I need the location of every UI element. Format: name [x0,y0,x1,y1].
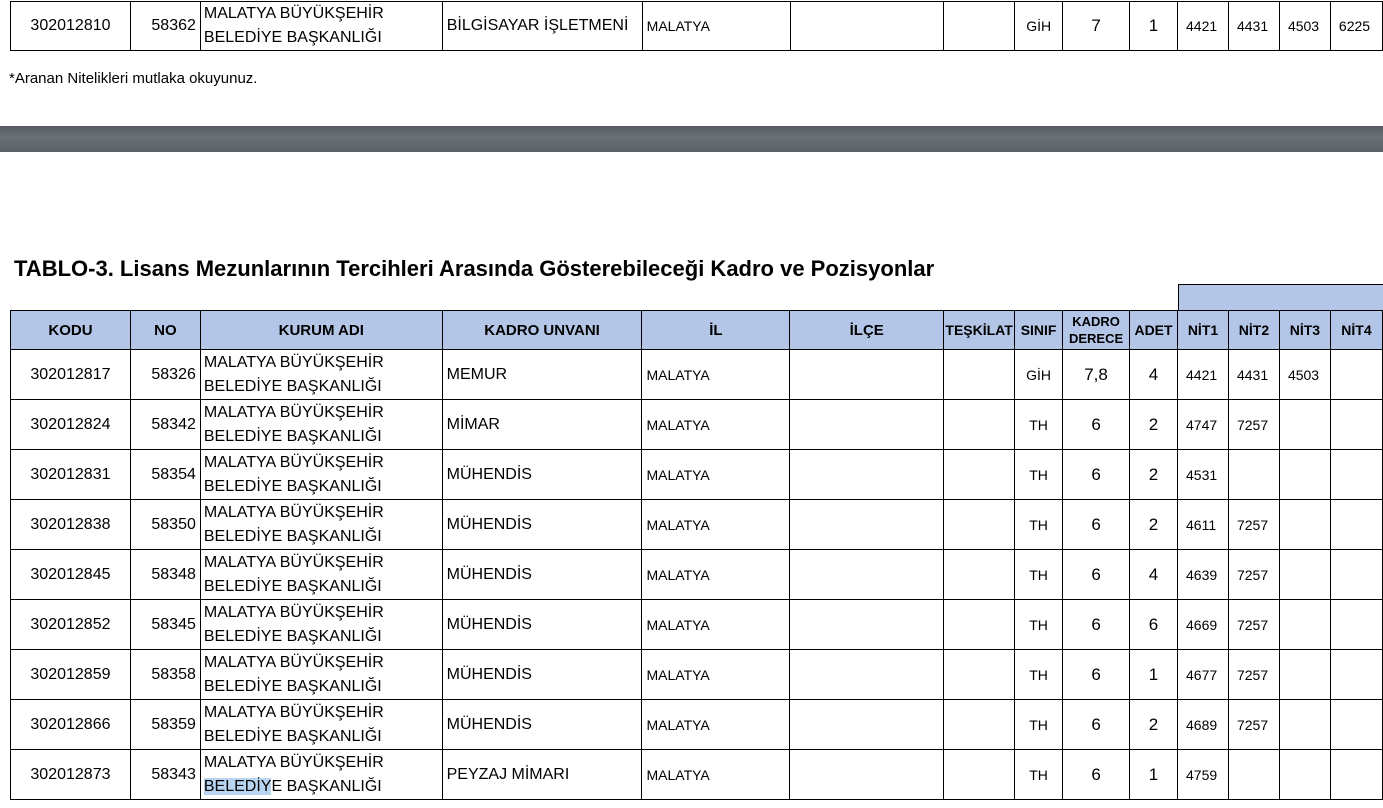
nit1-cell: 4421 [1178,350,1229,400]
teskilat-cell [944,2,1015,51]
ilce-cell [790,600,944,650]
nit4-cell [1330,500,1382,550]
adet-cell: 1 [1130,750,1178,800]
kurum-cell: MALATYA BÜYÜKŞEHİR BELEDİYE BAŞKANLIĞI [200,2,442,51]
kodu-cell: 302012831 [11,450,131,500]
teskilat-cell [944,400,1015,450]
ilce-cell [790,350,944,400]
nit2-cell [1228,750,1279,800]
il-cell: MALATYA [642,700,790,750]
nit2-cell: 7257 [1228,400,1279,450]
il-cell: MALATYA [642,550,790,600]
kadro-cell: PEYZAJ MİMARI [442,750,642,800]
kadro-cell: MÜHENDİS [442,500,642,550]
kodu-cell: 302012852 [11,600,131,650]
kadro-cell: MEMUR [442,350,642,400]
kurum-cell: MALATYA BÜYÜKŞEHİR BELEDİYE BAŞKANLIĞI [200,550,442,600]
nit1-cell: 4611 [1178,500,1229,550]
col-header-kadro: KADRO UNVANI [442,311,642,350]
col-header-derece: KADRO DERECE [1063,311,1130,350]
ilce-cell [790,450,944,500]
table-row [11,350,1383,400]
kadro-cell: MÜHENDİS [442,450,642,500]
adet-cell: 6 [1130,600,1178,650]
ilce-cell [790,750,944,800]
derece-cell: 6 [1063,600,1130,650]
nit4-cell [1330,600,1382,650]
nit2-cell: 4431 [1228,2,1279,51]
no-cell: 58326 [130,350,200,400]
nit2-cell: 7257 [1228,500,1279,550]
ilce-cell [790,700,944,750]
col-header-nit3: NİT3 [1279,311,1330,350]
col-header-ilce: İLÇE [790,311,944,350]
col-header-no: NO [130,311,200,350]
adet-cell: 2 [1130,700,1178,750]
derece-cell: 6 [1063,750,1130,800]
teskilat-cell [944,550,1015,600]
kurum-cell: MALATYA BÜYÜKŞEHİR BELEDİYE BAŞKANLIĞI [200,650,442,700]
sinif-cell: TH [1015,450,1063,500]
sinif-cell: TH [1015,600,1063,650]
table-title: TABLO-3. Lisans Mezunlarının Tercihleri Arasında Gösterebileceği Kadro ve Pozisyonlar [14,256,935,281]
kodu-cell: 302012866 [11,700,131,750]
derece-cell: 6 [1063,700,1130,750]
adet-cell: 2 [1130,400,1178,450]
table-row [11,750,1383,800]
kadro-cell: MÜHENDİS [442,700,642,750]
ilce-cell [790,400,944,450]
nit3-cell [1279,400,1330,450]
teskilat-cell [944,600,1015,650]
kodu-cell: 302012810 [11,2,131,51]
teskilat-cell [944,350,1015,400]
ilce-cell [790,650,944,700]
nit3-cell [1279,550,1330,600]
table-row [11,600,1383,650]
nit1-cell: 4531 [1178,450,1229,500]
sinif-cell: TH [1015,400,1063,450]
page-separator-bar [0,126,1383,152]
derece-cell: 6 [1063,400,1130,450]
nit3-cell [1279,450,1330,500]
nit4-cell [1330,400,1382,450]
nit1-cell: 4421 [1178,2,1229,51]
nit4-cell [1330,650,1382,700]
derece-cell: 6 [1063,650,1130,700]
nit-group-header [1178,284,1383,310]
no-cell: 58362 [130,2,200,51]
nit2-cell: 7257 [1228,550,1279,600]
nit3-cell [1279,650,1330,700]
sinif-cell: TH [1015,650,1063,700]
nit4-cell [1330,450,1382,500]
nit2-cell: 4431 [1228,350,1279,400]
nit3-cell [1279,700,1330,750]
kurum-cell: MALATYA BÜYÜKŞEHİR BELEDİYE BAŞKANLIĞI [200,400,442,450]
derece-cell: 7 [1063,2,1130,51]
no-cell: 58348 [130,550,200,600]
teskilat-cell [944,650,1015,700]
nit1-cell: 4639 [1178,550,1229,600]
kodu-cell: 302012845 [11,550,131,600]
ilce-cell [790,2,944,51]
kurum-cell: MALATYA BÜYÜKŞEHİR BELEDİYE BAŞKANLIĞI [200,450,442,500]
ilce-cell [790,500,944,550]
teskilat-cell [944,450,1015,500]
col-header-nit1: NİT1 [1178,311,1229,350]
adet-cell: 4 [1130,350,1178,400]
nit3-cell: 4503 [1279,2,1330,51]
nit1-cell: 4689 [1178,700,1229,750]
table-row [11,2,1383,51]
col-header-kodu: KODU [11,311,131,350]
derece-cell: 6 [1063,450,1130,500]
nit4-cell [1330,700,1382,750]
sinif-cell: TH [1015,700,1063,750]
nit2-cell: 7257 [1228,650,1279,700]
header-row [11,311,1383,350]
no-cell: 58350 [130,500,200,550]
nit4-cell [1330,550,1382,600]
adet-cell: 1 [1130,2,1178,51]
no-cell: 58342 [130,400,200,450]
col-header-teskilat: TEŞKİLAT [944,311,1015,350]
table-row [11,650,1383,700]
kurum-cell: MALATYA BÜYÜKŞEHİR BELEDİYE BAŞKANLIĞI [200,700,442,750]
nit4-cell: 6225 [1330,2,1382,51]
teskilat-cell [944,700,1015,750]
nit2-cell: 7257 [1228,600,1279,650]
sinif-cell: GİH [1015,350,1063,400]
adet-cell: 2 [1130,450,1178,500]
adet-cell: 4 [1130,550,1178,600]
nit1-cell: 4677 [1178,650,1229,700]
previous-table-last-row [10,1,1383,51]
nit1-cell: 4669 [1178,600,1229,650]
il-cell: MALATYA [642,600,790,650]
col-header-il: İL [642,311,790,350]
col-header-adet: ADET [1130,311,1178,350]
no-cell: 58359 [130,700,200,750]
kurum-cell: MALATYA BÜYÜKŞEHİR BELEDİYE BAŞKANLIĞI [200,500,442,550]
kurum-cell: MALATYA BÜYÜKŞEHİR BELEDİYE BAŞKANLIĞI [200,600,442,650]
kodu-cell: 302012824 [11,400,131,450]
il-cell: MALATYA [642,750,790,800]
col-header-nit2: NİT2 [1228,311,1279,350]
derece-cell: 6 [1063,500,1130,550]
kodu-cell: 302012859 [11,650,131,700]
no-cell: 58354 [130,450,200,500]
sinif-cell: TH [1015,550,1063,600]
nit3-cell [1279,600,1330,650]
nit1-cell: 4759 [1178,750,1229,800]
kadro-cell: MİMAR [442,400,642,450]
col-header-kurum: KURUM ADI [200,311,442,350]
col-header-nit4: NİT4 [1330,311,1382,350]
il-cell: MALATYA [642,500,790,550]
no-cell: 58345 [130,600,200,650]
il-cell: MALATYA [642,2,790,51]
sinif-cell: TH [1015,750,1063,800]
positions-table [10,310,1383,800]
kurum-cell: MALATYA BÜYÜKŞEHİR BELEDİYE BAŞKANLIĞI [200,350,442,400]
derece-cell: 7,8 [1063,350,1130,400]
teskilat-cell [944,500,1015,550]
nit3-cell [1279,500,1330,550]
nit2-cell: 7257 [1228,700,1279,750]
table-row [11,500,1383,550]
nit3-cell: 4503 [1279,350,1330,400]
kodu-cell: 302012873 [11,750,131,800]
nit4-cell [1330,350,1382,400]
il-cell: MALATYA [642,400,790,450]
table-row [11,550,1383,600]
adet-cell: 1 [1130,650,1178,700]
nit2-cell [1228,450,1279,500]
nit4-cell [1330,750,1382,800]
il-cell: MALATYA [642,450,790,500]
kadro-cell: MÜHENDİS [442,600,642,650]
selected-text[interactable]: BELEDİY [203,777,272,795]
il-cell: MALATYA [642,650,790,700]
table-row [11,450,1383,500]
teskilat-cell [944,750,1015,800]
kadro-cell: BİLGİSAYAR İŞLETMENİ [442,2,642,51]
kodu-cell: 302012838 [11,500,131,550]
table-row [11,700,1383,750]
nit1-cell: 4747 [1178,400,1229,450]
table-row [11,400,1383,450]
footnote: *Aranan Nitelikleri mutlaka okuyunuz. [9,70,258,87]
col-header-sinif: SINIF [1015,311,1063,350]
sinif-cell: TH [1015,500,1063,550]
nit3-cell [1279,750,1330,800]
sinif-cell: GİH [1015,2,1063,51]
kadro-cell: MÜHENDİS [442,550,642,600]
kadro-cell: MÜHENDİS [442,650,642,700]
no-cell: 58343 [130,750,200,800]
ilce-cell [790,550,944,600]
kurum-cell[interactable]: MALATYA BÜYÜKŞEHİR BELEDİYE BAŞKANLIĞI [200,750,442,800]
kodu-cell: 302012817 [11,350,131,400]
il-cell: MALATYA [642,350,790,400]
derece-cell: 6 [1063,550,1130,600]
no-cell: 58358 [130,650,200,700]
adet-cell: 2 [1130,500,1178,550]
